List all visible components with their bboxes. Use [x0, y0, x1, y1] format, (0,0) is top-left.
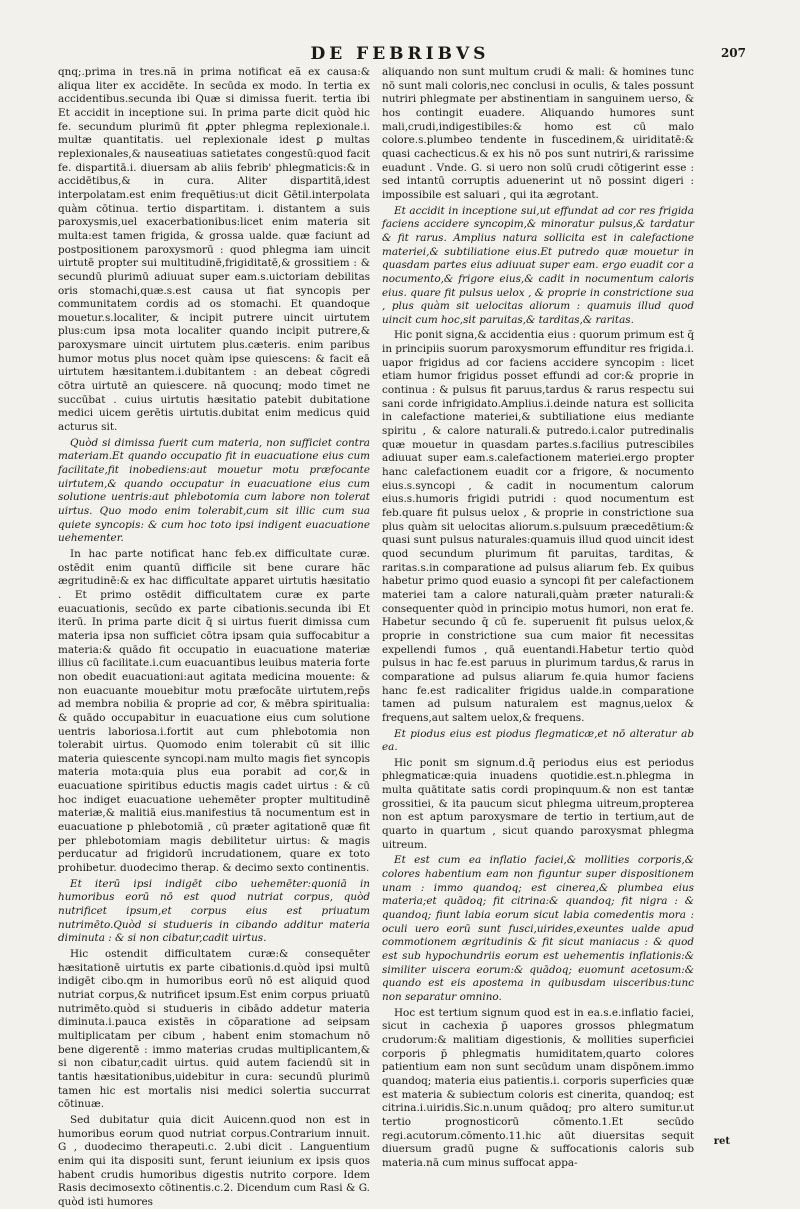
lemma-paragraph: Quòd si dimissa fuerit cum materia, non sufficiet contra materiam.Et quando occupatio fit in euacuatione eius cum facilitate,fit inobediens:aut mouetur motu præfocante uirtutem,& quando occupatur in euacuatione eius cum solutione uentris:aut phlebotomia cum labore non tolerat uirtus. Quo modo enim tolerabit,cum sit illic cum sua quiete syncopis: & cum hoc toto ipsi indigent euacuatione uehementer.: [58, 436, 370, 545]
commentary-paragraph: qnq;.prima in tres.nã in prima notificat eã ex causa:& aliqua liter ex accidēte. In secūda ex modo. In tertia ex accidentibus.secunda ibi Quæ si dimissa fuerit. tertia ibi Et accidit in inceptione sui. In prima parte dicit quòd hic fe. secundum plurimū fit ꝓpter phlegma replexionale.i. multæ quantitatis. uel replexionale idest ꝑ multas replexionales,& nauseatiuas satietates congestū:quod facit fe. dispartitā.i. diuersam ab aliis febrib' phlegmaticis:& in accidētibus,& in cura. Aliter dispartitā,idest interpolatam.est enim frequētius:ut dicit Gētil.interpolata quàm cōtinua. tertio dispartitam. i. distantem a suis paroxysmis,uel exacerbationibus:licet enim materia sit multa:est tamen frigida, & grossa ualde. quæ faciunt ad postpositionem paroxysmorū : quod phlegma iam uincit uirtutē propter sui multitudinē,frigiditatē,& grossitiem : & secundū plurimū adiuuat super eam.s.uictoriam debilitas oris stomachi,quæ.s.est causa ut fiat syncopis per communitatem cordis ad os stomachi. Et quandoque mouetur.s.localiter, & incipit putrere uincit uirtutem plus:cum ipsa mota localiter quando incipit putrere,& paroxysmare uincit uirtutem plus.cæteris. enim paribus humor motus plus nocet quàm ipse quiescens: & facit eā uirtutem hæsitantem.i.dubitantem : an debeat cōgredi cōtra uirtutē an quiescere. nā quocunq; modo timet ne succūbat . cuius uirtutis hæsitatio patebit dubitatione medici uicem gerētis uirtutis.dubitat enim medicus quid acturus sit.: [58, 66, 370, 434]
commentary-paragraph: Hic ponit sm signum.d.q̄ periodus eius est periodus phlegmaticæ:quia inuadens quotidie.est.n.phlegma in multa quātitate satis cordi propinquum.& non est tantæ grossitiei, & ita paucum sicut phlegma uitreum,propterea non est aptum paroxysmare de tertio in tertium,aut de quarto in quartum , sicut quando paroxysmat phlegma uitreum.: [382, 756, 694, 851]
commentary-paragraph: Hoc est tertium signum quod est in ea.s.e.inflatio faciei, sicut in cachexia p̄ uapores grossos phlegmatum crudorum:& malitiam digestionis, & mollities superficiei corporis p̄ phlegmatis humiditatem,quarto colores patientium eam non sunt secūdum unam dispōnem.immo quandoq; materia eius patientis.i. corporis superficies quæ est materia & subiectum coloris est cinerita, quandoq; est citrina.i.uiridis.Sic.n.unum quādoq; pro altero sumitur.ut tertio prognosticorū cōmento.1.Et secūdo regi.acutorum.cōmento.11.hic aūt diuersitas sequit diuersum gradū pugne & suffocationis caloris sub materia.nā cum minus suffocat appa-: [382, 1006, 694, 1169]
running-title: DE FEBRIBVS: [310, 44, 490, 64]
commentary-paragraph: In hac parte notificat hanc feb.ex difficultate curæ. ostēdit enim quantū difficile sit bene curare hãc ægritudinē:& ex hac difficultate apparet uirtutis hæsitatio . Et primo ostēdit difficultatem curæ ex parte euacuationis, secūdo ex parte cibationis.secunda ibi Et iterū. In prima parte dicit q̄ si uirtus fuerit dimissa cum materia ipsa non sufficiet cōtra ipsam quia suffocabitur a materia:& quādo fit occupatio in euacuatione materiæ illius cū facilitate.i.cum euacuantibus leuibus materia forte non obedit euacuationi:aut agitata medicina mouente: & non euacuante mouebitur motu præfocāte uirtutem,rep̄s ad membra nobilia & proprie ad cor, & mēbra spiritualia: & quādo occupabitur in euacuatione eius cum solutione uentris laboriosa.i.fortit aut cum phlebotomia non tolerabit uirtus. Quomodo enim tolerabit cū sit illic materia quiescente syncopi.nam multo magis fiet syncopis materia mota:quia plus eua porabit ad cor,& in euacuatione spiritibus eductis magis cadet uirtus : & cū hoc indiget euacuatione uehemēter propter multitudinē materiæ,& malitiā eius.manifestius tā nocumentum est in euacuatione p phlebotomiā , cū præter agitationē quæ fit per phlebotomiam magis debilitetur uirtus: & magis perducatur ad frigidorū incrudationem, quare ex toto prohibetur. duodecimo therap. & decimo sexto continentis.: [58, 547, 370, 875]
commentary-paragraph: Hic ostendit difficultatem curæ:& consequēter hæsitationē uirtutis ex parte cibationis.d.quòd ipsi multū indigēt cibo.qm in humoribus eorū nō est aliquid quod nutriat corpus,& nutrificet ipsum.Est enim corpus priuatū nutrimēto.quòd si studueris in cibādo addetur materia diminuta.i.pauca existēs in cōparatione ad seipsam multiplicatam per cibum , habent enim stomachum nō bene digerentē : immo materias crudas multiplicantem,& si non cibatur,cadit uirtus. quid autem faciendū sit in tantis hæsitationibus,uidebitur in cura: secundū plurimū tamen hic est mortalis nisi medici solertia succurrat cōtinuæ.: [58, 948, 370, 1111]
lemma-paragraph: Et iterū ipsi indigēt cibo uehemēter:quoniā in humoribus eorū nō est quod nutriat corpus, quòd nutrificet ipsum,et corpus eius est priuatum nutrimēto.Quòd si studueris in cibando additur materia diminuta : & si non cibatur,cadit uirtus.: [58, 877, 370, 945]
lemma-paragraph: Et est cum ea inflatio faciei,& mollities corporis,& colores habentium eam non figuntur super dispositionem unam : immo quandoq; est cinerea,& plumbea eius materia;et quādoq; fit citrina:& quandoq; fit nigra : & quandoq; fiunt labia eorum sicut labia comedentis mora : oculi uero eorū sunt fusci,uirides,exeuntes ualde apud commotionem ægritudinis & fit sicut maniacus : & quod est sub hypochundriis eorum est uehementis inflationis:& similiter uiscera eorum:& quādoq; euomunt acetosum:& quando est eis apostema in quibusdam uisceribus:tunc non separatur omnino.: [382, 854, 694, 1003]
left-column: [58, 66, 370, 1208]
right-column: [382, 66, 694, 1169]
commentary-paragraph: Sed dubitatur quia dicit Auicenn.quod non est in humoribus eorum quod nutriat corpus.Contrarium innuit. G , duodecimo therapeuti.c. 2.ubi dicit . Languentium enim qui ita dispositi sunt, ferunt ieiunium ex ipsis quos habent crudis humoribus digestis nutrito corpore. Idem Rasis decimosexto cōtinentis.c.2. Dicendum cum Rasi & G. quòd isti humores: [58, 1113, 370, 1208]
lemma-paragraph: Et accidit in inceptione sui,ut effundat ad cor res frigida faciens accidere syncopim,& minoratur pulsus,& tardatur & fit rarus. Amplius natura sollicita est in calefactione materiei,& subtiliatione eius.Et putredo quæ mouetur in quasdam partes eius adiuuat super eam. ergo euadit cor a nocumento,& frigore eius,& cadit in nocumentum caloris eius. quare fit pulsus uelox , & proprie in constrictione sua , plus quàm sit uelocitas aliorum : quamuis illud quod uincit cum hoc,sit paruitas,& tarditas,& raritas.: [382, 204, 694, 326]
page-number: 207: [720, 46, 746, 60]
commentary-paragraph: Hic ponit signa,& accidentia eius : quorum primum est q̄ in principiis suorum paroxysmorum effunditur res frigida.i. uapor frigidus ad cor faciens accidere syncopim : licet etiam humor frigidus posset effundi ad cor:& proprie in continua : & pulsus fit paruus,tardus & rarus respectu sui sani corde infrigidato.Amplius.i.deinde natura est sollicita in calefactione materiei,& subtiliatione eius mediante spiritu , & calore naturali.& putredo.i.calor putredinalis quæ mouetur in quasdam partes.s.facilius putrescibiles adiuuat super eam.s.calefactionem materiei.ergo propter hanc calefactionem euadit cor a frigore, & nocumento eius.s.syncopi , & cadit in nocumentum calorum eius.s.humoris frigidi putridi : quod nocumentum est feb.quare fit pulsus uelox , & proprie in constrictione sua plus quàm sit uelocitas aliorum.s.pulsuum præcedētium:& quasi sunt pulsus naturales:quamuis illud quod uincit idest quod secundum plurimum fit paruitas, tarditas, & raritas.s.in comparatione ad pulsus aliarum feb. Ex quibus habetur primo quod euasio a syncopi fit per calefactionem materiei tam a calore naturali,quàm præter naturali:& consequenter quòd in principio motus humori, non erat fe. Habetur secundo q̄ cū fe. superuenit fit pulsus uelox,& proprie in constrictione sua cum maior fit necessitas expellendi fumos , quā euentandi.Habetur tertio quòd pulsus in hac fe.est paruus in plurimum tardus,& rarus in comparatione ad pulsus aliarum fe.quia humor faciens hanc fe.est radicaliter frigidus ualde.in comparatione tamen ad pulsum naturalem est magnus,uelox & frequens,aut saltem uelox,& frequens.: [382, 329, 694, 724]
lemma-paragraph: Et piodus eius est piodus flegmaticæ,et nō alteratur ab ea.: [382, 727, 694, 754]
commentary-paragraph: aliquando non sunt multum crudi & mali: & homines tunc nō sunt mali coloris,nec conclusi in oculis, & tales possunt nutriri phlegmate per abstinentiam in sanguinem uerso, & hos contingit euadere. Aliquando humores sunt mali,crudi,indigestibiles:& homo est cū malo colore.s.plumbeo tendente in fuscedinem,& uiriditatē:& quasi cachecticus.& ex his nō pos sunt nutriri,& rarissime euadunt . Vnde. G. si uero non solū crudi cōtigerint esse : sed intantū corruptis aduenerint ut nō possint digeri : impossibile est saluari , qui ita ægrotant.: [382, 66, 694, 201]
catchword: ret: [713, 1136, 730, 1147]
